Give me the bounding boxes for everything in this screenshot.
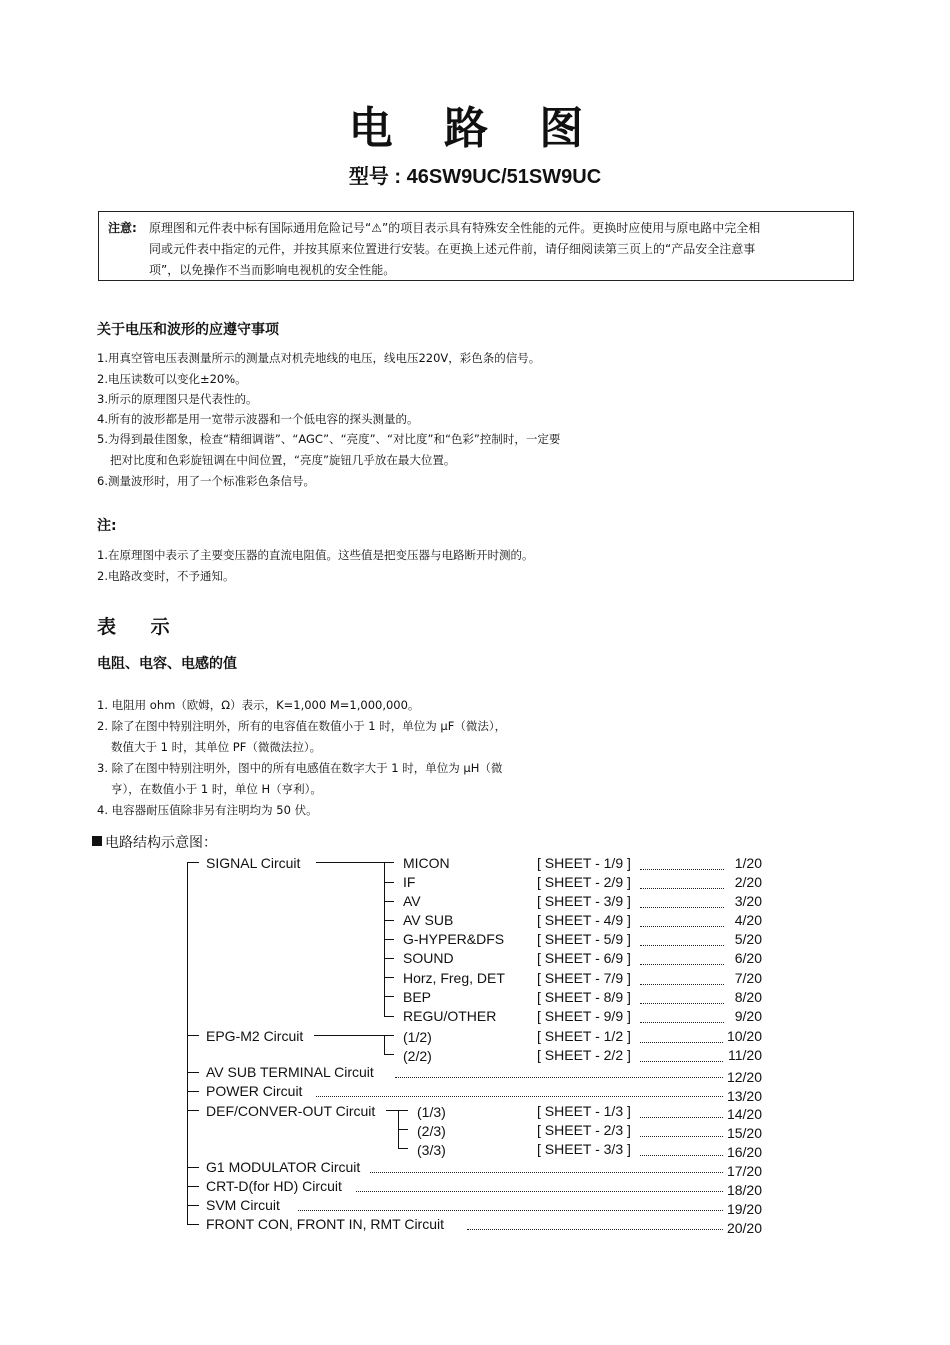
dotted-leader: [640, 1061, 723, 1062]
circuit-group-crt-d: CRT-D(for HD) Circuit: [206, 1178, 342, 1194]
page-number: 5/20: [734, 931, 762, 947]
circuit-group-def-conver-out: DEF/CONVER-OUT Circuit: [206, 1103, 376, 1119]
sub-circuit-name: AV SUB: [403, 912, 454, 928]
tree-leaf-line: [384, 996, 394, 997]
page-number: 15/20: [726, 1125, 762, 1141]
dotted-leader: [640, 888, 724, 889]
sub-circuit-name: Horz, Freg, DET: [403, 970, 505, 986]
tree-branch-line: [187, 1035, 199, 1036]
dotted-leader: [640, 1042, 723, 1043]
dotted-leader: [640, 1117, 723, 1118]
circuit-group-svm: SVM Circuit: [206, 1197, 280, 1213]
sheet-reference: [ SHEET - 3/3 ]: [537, 1141, 631, 1157]
page-number: 18/20: [726, 1182, 762, 1198]
sub-circuit-name: IF: [403, 874, 416, 890]
tree-connector-line: [314, 1035, 394, 1036]
sub-circuit-name: MICON: [403, 855, 450, 871]
square-bullet-icon: [92, 836, 102, 846]
sheet-reference: [ SHEET - 3/9 ]: [537, 893, 631, 909]
sheet-reference: [ SHEET - 2/3 ]: [537, 1122, 631, 1138]
tree-connector-line: [316, 862, 394, 863]
tree-leaf-line: [384, 977, 394, 978]
dotted-leader: [640, 926, 724, 927]
sheet-reference: [ SHEET - 2/9 ]: [537, 874, 631, 890]
circuit-group-g1-modulator: G1 MODULATOR Circuit: [206, 1159, 361, 1175]
page-number: 1/20: [734, 855, 762, 871]
voltage-item: 6.测量波形时，用了一个标准彩色条信号。: [97, 474, 315, 488]
sheet-reference: [ SHEET - 6/9 ]: [537, 950, 631, 966]
dotted-leader: [395, 1077, 723, 1078]
page-number: 9/20: [734, 1008, 762, 1024]
dotted-leader: [640, 964, 724, 965]
sheet-reference: [ SHEET - 9/9 ]: [537, 1008, 631, 1024]
dotted-leader: [640, 907, 724, 908]
dotted-leader: [316, 1096, 723, 1097]
voltage-item: 把对比度和色彩旋钮调在中间位置，“亮度”旋钮几乎放在最大位置。: [110, 453, 456, 467]
dotted-leader: [640, 869, 724, 870]
voltage-item: 5.为得到最佳图象，检查“精细调谐”、“AGC”、“亮度”、“对比度”和“色彩”控制时，一定要: [97, 432, 561, 446]
voltage-item: 2.电压读数可以变化±20%。: [97, 372, 247, 386]
note-item: 1.在原理图中表示了主要变压器的直流电阻值。这些值是把变压器与电路断开时测的。: [97, 548, 534, 562]
tree-branch-line: [187, 862, 199, 863]
dotted-leader: [298, 1210, 723, 1211]
tree-leaf-line: [384, 882, 394, 883]
page-title: 电 路 图: [348, 103, 602, 154]
dotted-leader: [640, 1022, 724, 1023]
tree-leaf-line: [384, 1016, 394, 1017]
tree-branch-line: [187, 1205, 199, 1206]
sub-circuit-name: BEP: [403, 989, 432, 1005]
tree-branch-line: [187, 1110, 199, 1111]
sub-circuit-name: (3/3): [417, 1142, 446, 1158]
notice-label: 注意:: [108, 221, 137, 235]
model-number: 型号 : 46SW9UC/51SW9UC: [348, 166, 602, 188]
sheet-reference: [ SHEET - 4/9 ]: [537, 912, 631, 928]
dotted-leader: [640, 984, 724, 985]
circuit-group-epg: EPG-M2 Circuit: [206, 1028, 304, 1044]
circuit-group-front: FRONT CON, FRONT IN, RMT Circuit: [206, 1216, 444, 1232]
sub-circuit-name: (1/3): [417, 1104, 446, 1120]
circuit-group-power: POWER Circuit: [206, 1083, 303, 1099]
sub-circuit-name: AV: [403, 893, 421, 909]
page-number: 3/20: [734, 893, 762, 909]
sheet-reference: [ SHEET - 2/2 ]: [537, 1047, 631, 1063]
tree-leaf-line: [384, 1054, 394, 1055]
sheet-reference: [ SHEET - 5/9 ]: [537, 931, 631, 947]
page-number: 17/20: [726, 1163, 762, 1179]
page-number: 13/20: [726, 1088, 762, 1104]
sub-circuit-name: SOUND: [403, 950, 454, 966]
sheet-reference: [ SHEET - 8/9 ]: [537, 989, 631, 1005]
display-section-heading: 表 示: [97, 616, 184, 638]
sheet-reference: [ SHEET - 1/2 ]: [537, 1028, 631, 1044]
tree-connector-line: [386, 1110, 408, 1111]
circuit-group-signal: SIGNAL Circuit: [206, 855, 301, 871]
sub-circuit-name: (2/3): [417, 1123, 446, 1139]
dotted-leader: [640, 1003, 724, 1004]
page-number: 6/20: [734, 950, 762, 966]
sub-circuit-name: REGU/OTHER: [403, 1008, 497, 1024]
page-number: 11/20: [728, 1047, 762, 1063]
values-item: 1. 电阻用 ohm（欧姆，Ω）表示，K=1,000 M=1,000,000。: [97, 698, 420, 712]
tree-leaf-line: [384, 920, 394, 921]
page-number: 4/20: [734, 912, 762, 928]
sub-circuit-name: (1/2): [403, 1029, 432, 1045]
voltage-item: 3.所示的原理图只是代表性的。: [97, 392, 258, 406]
notice-line: 项”，以免操作不当而影响电视机的安全性能。: [149, 263, 396, 277]
tree-leaf-line: [398, 1129, 408, 1130]
page-number: 10/20: [726, 1028, 762, 1044]
voltage-item: 4.所有的波形都是用一宽带示波器和一个低电容的探头测量的。: [97, 412, 419, 426]
tree-branch-line: [187, 1167, 199, 1168]
values-item: 2. 除了在图中特别注明外，所有的电容值在数值小于 1 时，单位为 μF（微法），: [97, 719, 507, 733]
tree-branch-line: [187, 1091, 199, 1092]
page-number: 19/20: [726, 1201, 762, 1217]
note-section-heading: 注:: [97, 518, 117, 534]
dotted-leader: [467, 1229, 723, 1230]
tree-branch-line: [187, 1224, 199, 1225]
sub-circuit-name: (2/2): [403, 1048, 432, 1064]
values-item: 亨），在数值小于 1 时，单位 H（亨利）。: [111, 782, 322, 796]
values-item: 数值大于 1 时，其单位 PF（微微法拉）。: [111, 740, 322, 754]
tree-sub-trunk-line: [384, 1035, 385, 1054]
tree-trunk-line: [187, 862, 188, 1224]
page-number: 16/20: [726, 1144, 762, 1160]
page-number: 2/20: [734, 874, 762, 890]
tree-leaf-line: [384, 958, 394, 959]
dotted-leader: [356, 1191, 723, 1192]
sheet-reference: [ SHEET - 7/9 ]: [537, 970, 631, 986]
dotted-leader: [370, 1172, 723, 1173]
notice-line: 同或元件表中指定的元件，并按其原来位置进行安装。在更换上述元件前，请仔细阅读第三页上的“产品安全注意事: [149, 242, 756, 256]
page-number: 14/20: [726, 1106, 762, 1122]
sheet-reference: [ SHEET - 1/3 ]: [537, 1103, 631, 1119]
dotted-leader: [640, 945, 724, 946]
tree-leaf-line: [384, 901, 394, 902]
sub-circuit-name: G-HYPER&DFS: [403, 931, 505, 947]
tree-branch-line: [187, 1186, 199, 1187]
notice-line: 原理图和元件表中标有国际通用危险记号“⚠”的项目表示具有特殊安全性能的元件。更换时应使用与原电路中完全相: [149, 221, 761, 235]
dotted-leader: [640, 1136, 723, 1137]
dotted-leader: [640, 1155, 723, 1156]
tree-leaf-line: [384, 939, 394, 940]
page-number: 20/20: [726, 1220, 762, 1236]
voltage-item: 1.用真空管电压表测量所示的测量点对机壳地线的电压，线电压220V，彩色条的信号。: [97, 351, 541, 365]
values-item: 4. 电容器耐压值除非另有注明均为 50 伏。: [97, 803, 318, 817]
tree-leaf-line: [398, 1148, 408, 1149]
note-item: 2.电路改变时，不予通知。: [97, 569, 235, 583]
tree-branch-line: [187, 1072, 199, 1073]
page-number: 12/20: [726, 1069, 762, 1085]
values-item: 3. 除了在图中特别注明外，图中的所有电感值在数字大于 1 时，单位为 μH（微: [97, 761, 503, 775]
voltage-section-heading: 关于电压和波形的应遵守事项: [97, 322, 279, 338]
structure-heading: 电路结构示意图：: [105, 835, 217, 851]
circuit-group-av-sub-terminal: AV SUB TERMINAL Circuit: [206, 1064, 374, 1080]
safety-notice-box: [98, 211, 854, 281]
page-number: 8/20: [734, 989, 762, 1005]
sheet-reference: [ SHEET - 1/9 ]: [537, 855, 631, 871]
page-number: 7/20: [734, 970, 762, 986]
values-subheading: 电阻、电容、电感的值: [97, 656, 237, 672]
